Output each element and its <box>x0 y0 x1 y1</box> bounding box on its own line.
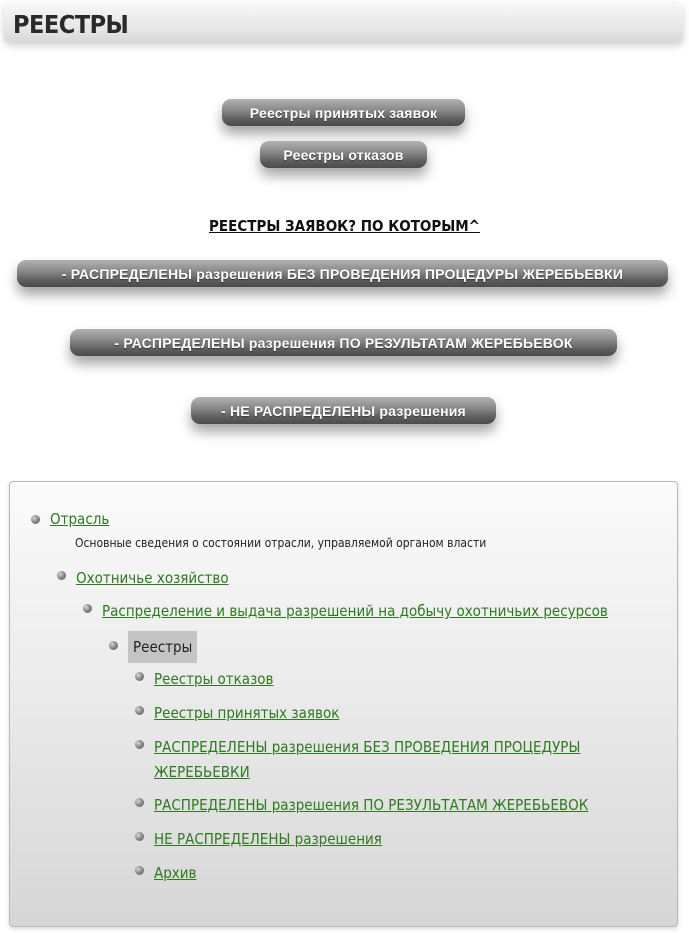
bullet-icon <box>135 832 144 841</box>
bullet-icon <box>135 740 144 749</box>
link-line-1: РАСПРЕДЕЛЕНЫ разрешения БЕЗ ПРОВЕДЕНИЯ ПРОЦЕДУРЫ <box>154 738 581 756</box>
industry-link[interactable]: Отрасль <box>50 510 110 528</box>
page-title: РЕЕСТРЫ <box>13 10 129 39</box>
bullet-icon <box>109 641 118 650</box>
tree-item-archive <box>135 861 197 886</box>
accepted-requests-link[interactable]: Реестры принятых заявок <box>154 704 340 722</box>
bullet-icon <box>135 706 144 715</box>
bullet-icon <box>135 798 144 807</box>
refusals-registry-button[interactable]: Реестры отказов <box>260 141 427 168</box>
accepted-requests-registry-button[interactable]: Реестры принятых заявок <box>222 99 465 126</box>
tree-item-registries-current <box>109 636 197 663</box>
current-page-registries: Реестры <box>128 631 197 663</box>
bullet-icon <box>57 571 66 580</box>
permits-distribution-link[interactable]: Распределение и выдача разрешений на добычу охотничьих ресурсов <box>102 602 608 620</box>
bullet-icon <box>31 515 40 524</box>
tree-item-industry <box>31 510 109 529</box>
hunting-economy-link[interactable]: Охотничье хозяйство <box>76 569 229 587</box>
distributed-by-lottery-button[interactable]: - РАСПРЕДЕЛЕНЫ разрешения ПО РЕЗУЛЬТАТАМ ЖЕРЕБЬЕВОК <box>70 329 617 356</box>
industry-description: Основные сведения о состоянии отрасли, управляемой органом власти <box>75 536 487 550</box>
distributed-by-lottery-link[interactable]: РАСПРЕДЕЛЕНЫ разрешения ПО РЕЗУЛЬТАТАМ ЖЕРЕБЬЕВОК <box>154 796 589 814</box>
tree-item-accepted <box>135 701 339 726</box>
navigation-tree-panel <box>9 481 678 927</box>
distributed-without-lottery-button[interactable]: - РАСПРЕДЕЛЕНЫ разрешения БЕЗ ПРОВЕДЕНИЯ ПРОЦЕДУРЫ ЖЕРЕБЬЕВКИ <box>17 260 668 287</box>
page-header <box>4 3 683 43</box>
bullet-icon <box>83 604 92 613</box>
bullet-icon <box>135 672 144 681</box>
tree-item-by-lottery <box>135 793 588 818</box>
not-distributed-button[interactable]: - НЕ РАСПРЕДЕЛЕНЫ разрешения <box>191 397 496 424</box>
link-line-2: ЖЕРЕБЬЕВКИ <box>154 763 250 781</box>
section-subtitle: РЕЕСТРЫ ЗАЯВОК? ПО КОТОРЫМ^ <box>209 217 480 235</box>
not-distributed-link[interactable]: НЕ РАСПРЕДЕЛЕНЫ разрешения <box>154 830 382 848</box>
tree-item-without-lottery <box>135 735 580 785</box>
tree-item-not-distributed <box>135 827 382 852</box>
distributed-without-lottery-link[interactable] <box>154 735 580 785</box>
refusals-registry-link[interactable]: Реестры отказов <box>154 670 274 688</box>
tree-item-hunting <box>57 566 229 591</box>
archive-link[interactable]: Архив <box>154 864 197 882</box>
tree-item-permits <box>83 599 608 624</box>
bullet-icon <box>135 866 144 875</box>
tree-item-refusals <box>135 667 273 692</box>
